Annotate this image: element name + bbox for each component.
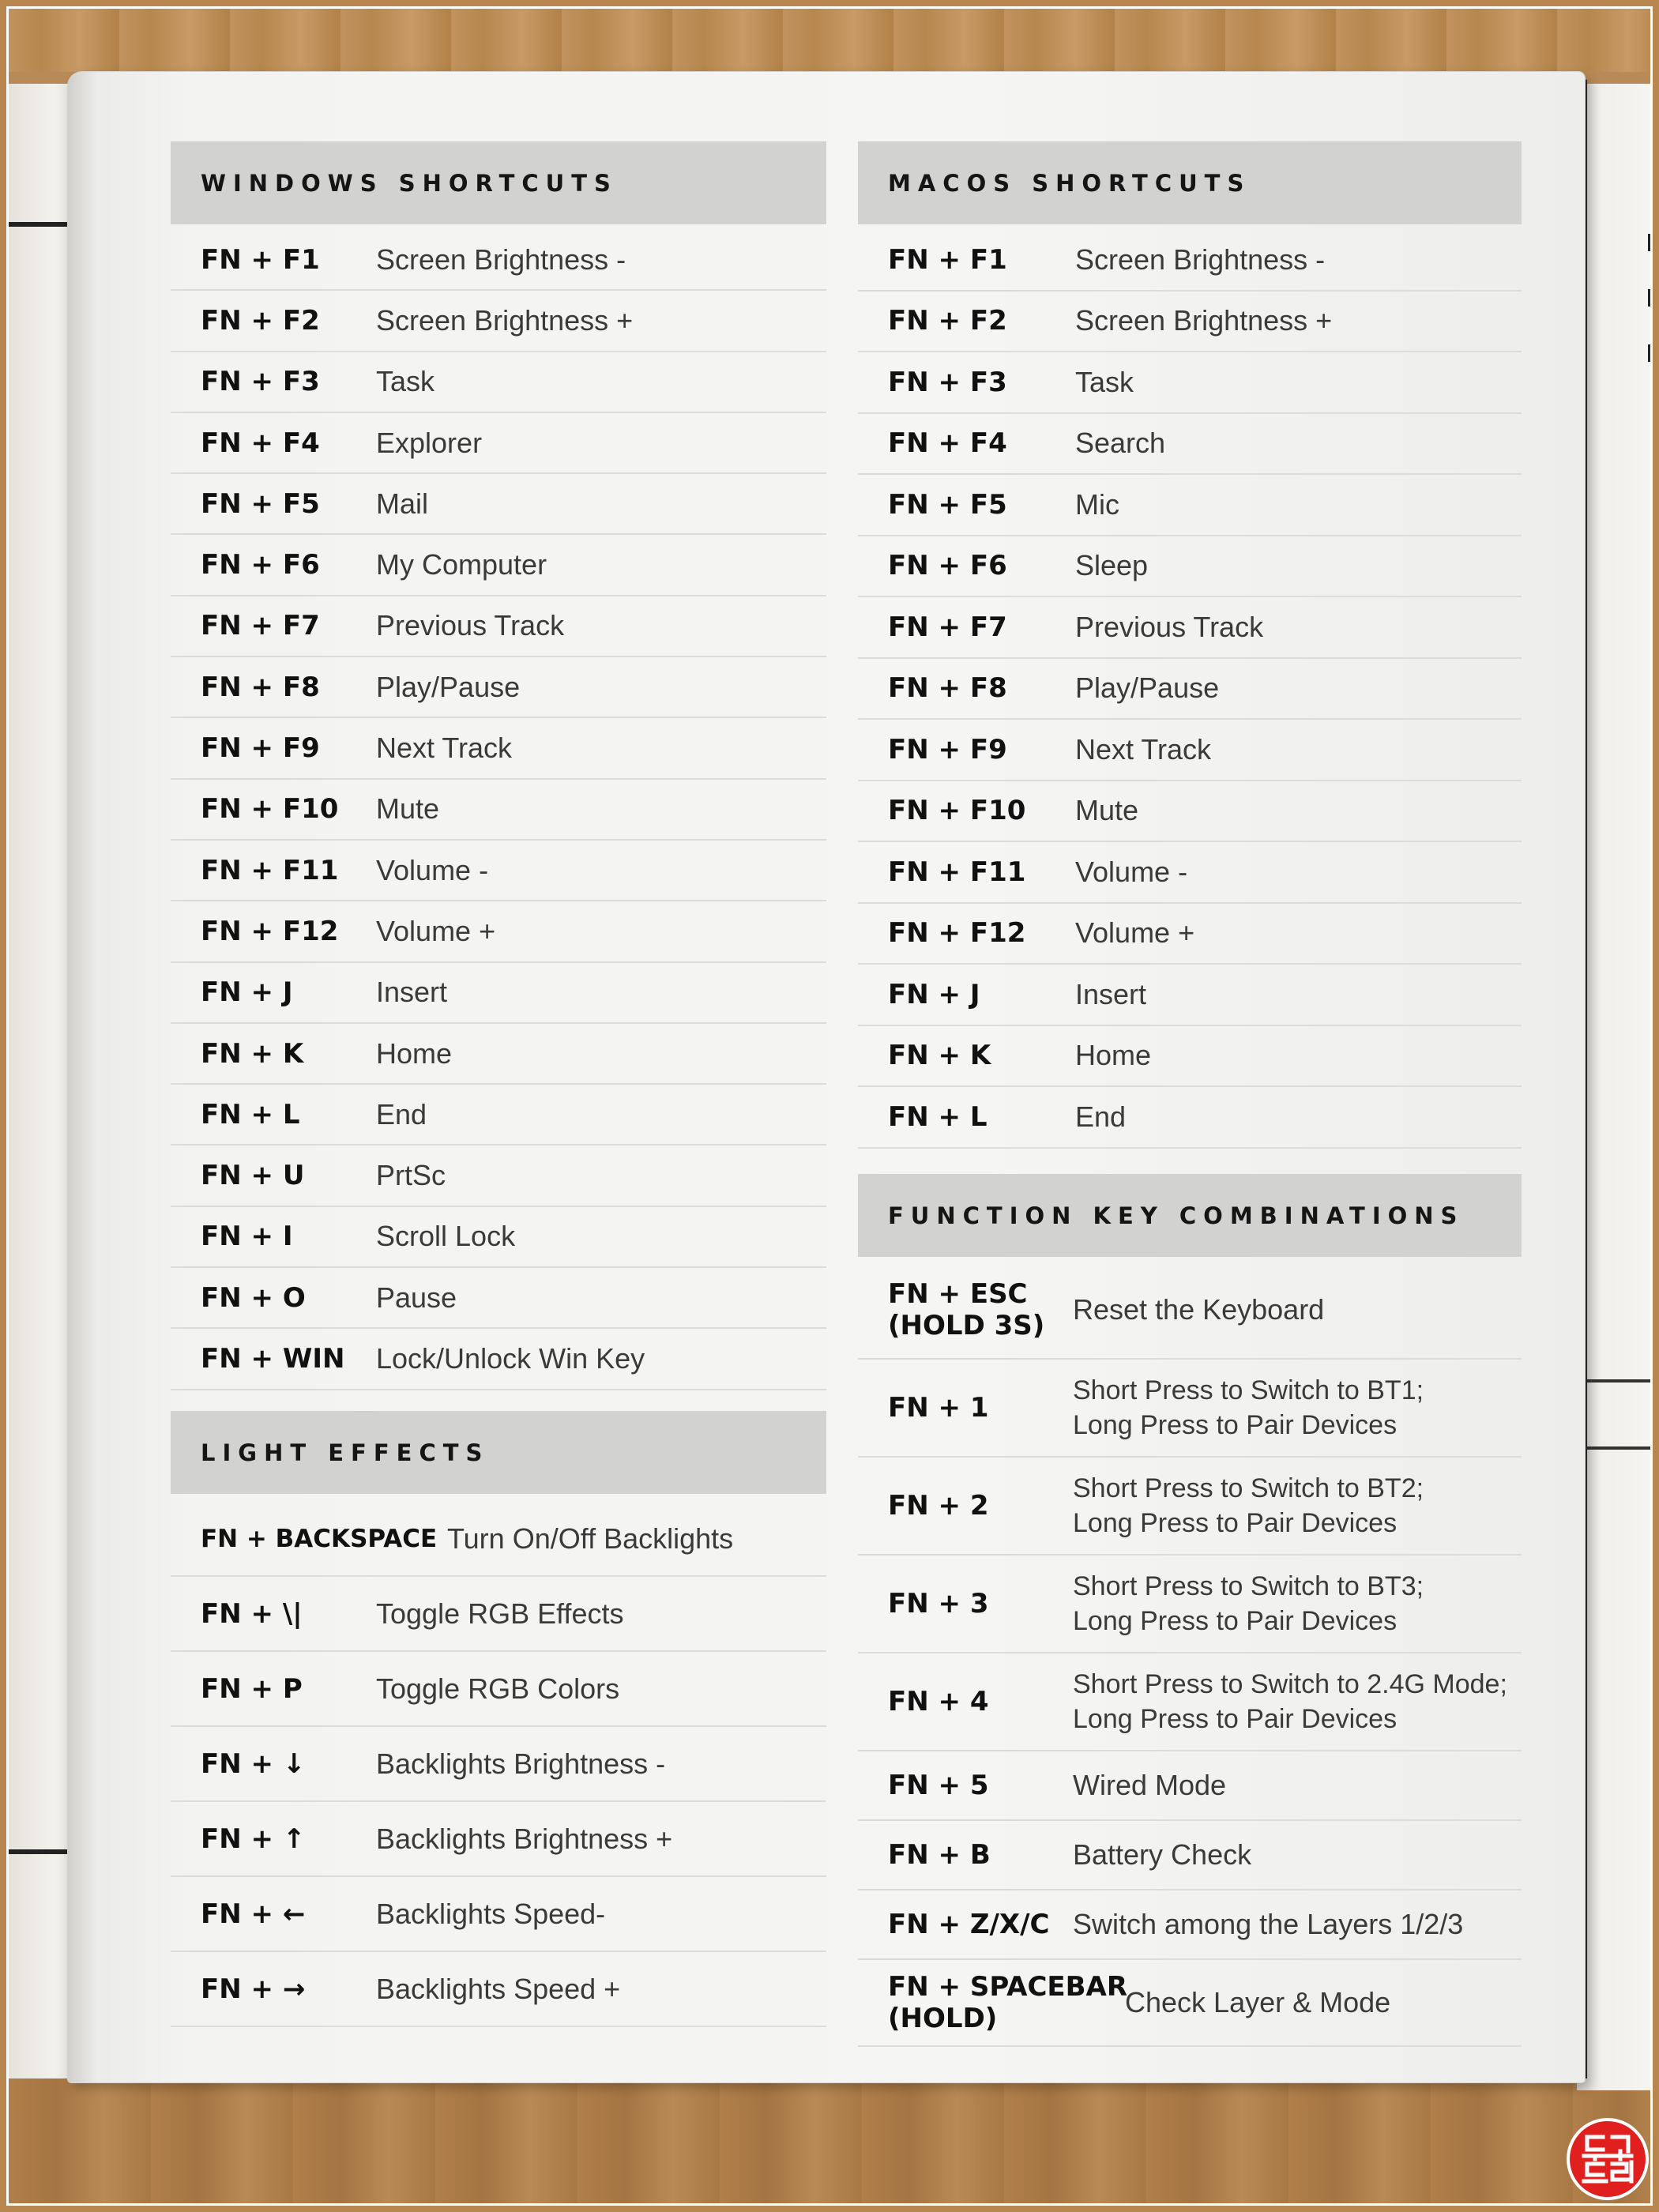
shortcut-row xyxy=(858,842,1522,904)
shortcut-row xyxy=(171,657,826,718)
shortcut-row xyxy=(858,781,1522,843)
shortcut-description: Next Track xyxy=(376,732,513,765)
function-row xyxy=(858,1556,1522,1653)
function-description-line: Short Press to Switch to BT2; xyxy=(1073,1473,1424,1503)
section-title: WINDOWS SHORTCUTS xyxy=(201,169,618,197)
shortcut-row xyxy=(858,904,1522,965)
shortcut-row xyxy=(171,230,826,291)
function-key xyxy=(888,1839,991,1871)
function-description xyxy=(1073,1569,1424,1638)
shortcut-key: FN + F6 xyxy=(888,550,1007,582)
function-description-line: Check Layer & Mode xyxy=(1125,1986,1391,2018)
shortcut-description: Previous Track xyxy=(376,609,565,642)
watermark-logo xyxy=(1567,2118,1649,2200)
shortcut-row xyxy=(171,1502,826,1577)
function-key-line: FN + B xyxy=(888,1839,991,1871)
shortcut-key: FN + O xyxy=(201,1281,306,1314)
shortcut-key: FN + J xyxy=(888,978,980,1010)
shortcut-row xyxy=(171,1727,826,1802)
shortcut-description: Volume - xyxy=(376,853,489,886)
right-page-tick xyxy=(1648,289,1653,307)
section-title: FUNCTION KEY COMBINATIONS xyxy=(888,1202,1465,1229)
shortcut-description: End xyxy=(1075,1100,1127,1133)
shortcut-key: FN + F8 xyxy=(201,671,320,703)
shortcut-key: FN + F4 xyxy=(888,427,1007,460)
function-row xyxy=(858,1261,1522,1360)
shortcut-key: FN + I xyxy=(201,1221,293,1253)
shortcut-key: FN + F7 xyxy=(201,610,320,642)
shortcut-row xyxy=(858,414,1522,476)
shortcut-description: Lock/Unlock Win Key xyxy=(376,1342,645,1375)
shortcut-row xyxy=(858,1087,1522,1149)
shortcut-row xyxy=(858,475,1522,536)
function-key xyxy=(888,1909,1050,1940)
function-description-line: Long Press to Pair Devices xyxy=(1073,1704,1398,1734)
shortcut-description: Task xyxy=(376,365,435,398)
shortcut-row xyxy=(171,1085,826,1146)
shortcut-row xyxy=(171,963,826,1024)
shortcut-key: FN + J xyxy=(201,976,293,1009)
shortcut-key: FN + K xyxy=(201,1037,304,1070)
function-description xyxy=(1073,1471,1424,1540)
section-title: LIGHT EFFECTS xyxy=(201,1439,490,1466)
function-key-line: (HOLD) xyxy=(888,2003,998,2034)
shortcut-description: Home xyxy=(1075,1039,1152,1072)
function-key xyxy=(888,1490,989,1522)
function-description-line: Reset the Keyboard xyxy=(1073,1292,1325,1326)
shortcut-description: Insert xyxy=(376,976,448,1009)
shortcut-key: FN + → xyxy=(201,1973,306,2005)
shortcut-description: Screen Brightness - xyxy=(376,243,626,276)
shortcut-key: FN + ↑ xyxy=(201,1823,306,1855)
right-page-line xyxy=(1577,1446,1653,1450)
function-key xyxy=(888,1971,1127,2034)
shortcut-key: FN + F10 xyxy=(888,795,1026,827)
shortcut-key: FN + F12 xyxy=(888,917,1026,950)
function-key-line: FN + 4 xyxy=(888,1686,989,1717)
shortcut-description: End xyxy=(376,1097,427,1130)
shortcut-row xyxy=(858,230,1522,292)
shortcut-row xyxy=(171,352,826,413)
shortcut-row xyxy=(171,718,826,779)
function-description xyxy=(1073,1373,1424,1443)
shortcut-row xyxy=(171,1329,826,1390)
shortcut-row xyxy=(171,1577,826,1652)
shortcut-key: FN + ← xyxy=(201,1898,306,1930)
function-description-line: Short Press to Switch to BT3; xyxy=(1073,1571,1424,1601)
shortcut-key: FN + F9 xyxy=(888,733,1007,766)
section-title: MACOS SHORTCUTS xyxy=(888,169,1251,197)
shortcut-description: Screen Brightness + xyxy=(376,303,634,337)
section-header xyxy=(858,1174,1522,1257)
watermark-glyph-icon xyxy=(1576,2127,1639,2191)
function-key xyxy=(888,1686,989,1717)
function-row xyxy=(858,1890,1522,1960)
shortcut-row xyxy=(171,780,826,841)
shortcut-description: Mail xyxy=(376,487,429,520)
shortcut-key: FN + F1 xyxy=(888,243,1007,276)
shortcut-description: Screen Brightness + xyxy=(1075,304,1333,337)
shortcut-description: Home xyxy=(376,1036,453,1070)
shortcut-row xyxy=(171,1024,826,1085)
shortcut-description: Search xyxy=(1075,427,1166,460)
shortcut-key: FN + F2 xyxy=(201,304,320,337)
shortcut-description: Insert xyxy=(1075,977,1147,1010)
shortcut-row xyxy=(858,659,1522,720)
shortcut-key: FN + P xyxy=(201,1672,303,1705)
shortcut-row xyxy=(171,1146,826,1207)
function-description xyxy=(1125,1985,1390,2020)
function-description-line: Long Press to Pair Devices xyxy=(1073,1508,1398,1538)
right-page xyxy=(1577,84,1653,2090)
shortcut-description: Toggle RGB Colors xyxy=(376,1672,620,1705)
right-page-tick xyxy=(1648,344,1653,362)
photo-frame xyxy=(6,6,1653,2206)
function-key-line: FN + 5 xyxy=(888,1770,989,1801)
shortcut-description: Turn On/Off Backlights xyxy=(447,1522,734,1555)
shortcut-description: Scroll Lock xyxy=(376,1220,516,1253)
function-row xyxy=(858,1821,1522,1890)
shortcut-key: FN + F5 xyxy=(888,488,1007,521)
shortcut-row xyxy=(858,536,1522,598)
shortcut-row xyxy=(171,474,826,535)
function-row xyxy=(858,1960,1522,2047)
shortcut-key: FN + F5 xyxy=(201,487,320,520)
function-key-line: (HOLD 3S) xyxy=(888,1309,1045,1341)
right-page-tick xyxy=(1648,234,1653,251)
shortcut-key: FN + BACKSPACE xyxy=(201,1524,438,1553)
shortcut-key: FN + F8 xyxy=(888,672,1007,705)
shortcut-row xyxy=(858,597,1522,659)
shortcut-key: FN + F10 xyxy=(201,793,339,826)
shortcut-key: FN + L xyxy=(201,1098,300,1130)
function-description-line: Short Press to Switch to BT1; xyxy=(1073,1375,1424,1405)
function-description-line: Long Press to Pair Devices xyxy=(1073,1410,1398,1440)
shortcut-key: FN + F2 xyxy=(888,305,1007,337)
section-header xyxy=(171,141,826,224)
shortcut-description: Mute xyxy=(1075,794,1139,827)
shortcut-row xyxy=(858,1026,1522,1088)
shortcut-key: FN + F4 xyxy=(201,427,320,459)
shortcut-key: FN + L xyxy=(888,1100,988,1133)
shortcut-row xyxy=(171,1952,826,2027)
function-row xyxy=(858,1751,1522,1821)
shortcut-description: Previous Track xyxy=(1075,610,1264,643)
function-description-line: Wired Mode xyxy=(1073,1769,1227,1801)
function-row xyxy=(858,1458,1522,1556)
shortcut-key: FN + F3 xyxy=(201,366,320,398)
function-description-line: Short Press to Switch to 2.4G Mode; xyxy=(1073,1669,1507,1699)
shortcut-key: FN + WIN xyxy=(201,1343,345,1375)
shortcut-description: Backlights Speed + xyxy=(376,1972,621,2005)
shortcut-description: Next Track xyxy=(1075,732,1212,766)
shortcut-row xyxy=(858,292,1522,353)
shortcut-row xyxy=(171,1652,826,1727)
shortcut-key: FN + F6 xyxy=(201,549,320,581)
shortcut-description: Mute xyxy=(376,792,440,826)
section-header xyxy=(171,1411,826,1494)
shortcut-row xyxy=(171,596,826,657)
shortcut-key: FN + U xyxy=(201,1160,305,1192)
shortcut-description: Toggle RGB Effects xyxy=(376,1597,624,1630)
shortcut-key: FN + F11 xyxy=(201,854,339,886)
shortcut-description: Explorer xyxy=(376,426,483,459)
shortcut-description: Backlights Brightness + xyxy=(376,1822,673,1855)
shortcut-key: FN + F12 xyxy=(201,915,339,947)
shortcut-row xyxy=(858,965,1522,1026)
shortcut-row xyxy=(858,720,1522,781)
function-key-line: FN + Z/X/C xyxy=(888,1909,1050,1940)
shortcut-key: FN + F9 xyxy=(201,732,320,765)
function-description xyxy=(1073,1667,1507,1736)
shortcut-description: Volume - xyxy=(1075,855,1188,888)
function-description-line: Battery Check xyxy=(1073,1838,1252,1871)
function-description-line: Long Press to Pair Devices xyxy=(1073,1606,1398,1636)
shortcut-key: FN + \| xyxy=(201,1597,303,1630)
right-page-line xyxy=(1577,1379,1653,1382)
shortcut-description: Pause xyxy=(376,1281,457,1314)
shortcut-key: FN + ↓ xyxy=(201,1747,306,1780)
shortcut-row xyxy=(171,291,826,352)
shortcut-description: Play/Pause xyxy=(376,670,521,703)
shortcut-description: Mic xyxy=(1075,487,1119,521)
shortcut-description: Task xyxy=(1075,365,1134,398)
function-description xyxy=(1073,1838,1251,1872)
function-key-line: FN + 3 xyxy=(888,1588,989,1620)
function-description xyxy=(1073,1768,1226,1803)
function-key xyxy=(888,1770,989,1801)
shortcut-key: FN + F11 xyxy=(888,856,1026,888)
function-description-line: Switch among the Layers 1/2/3 xyxy=(1073,1908,1464,1940)
shortcut-description: My Computer xyxy=(376,548,547,581)
function-row xyxy=(858,1653,1522,1751)
shortcut-description: Screen Brightness - xyxy=(1075,243,1326,276)
section-header xyxy=(858,141,1522,224)
shortcut-description: Backlights Speed- xyxy=(376,1897,606,1930)
shortcut-description: PrtSc xyxy=(376,1159,446,1192)
manual-page xyxy=(68,72,1585,2082)
shortcut-row xyxy=(171,413,826,474)
shortcut-key: FN + K xyxy=(888,1040,991,1072)
function-description xyxy=(1073,1907,1463,1942)
wooden-table-top xyxy=(9,9,1650,72)
function-key xyxy=(888,1278,1044,1341)
function-key xyxy=(888,1588,989,1620)
shortcut-description: Play/Pause xyxy=(1075,672,1220,705)
function-key-line: FN + 2 xyxy=(888,1490,989,1522)
function-key-line: FN + 1 xyxy=(888,1392,989,1424)
shortcut-row xyxy=(171,1268,826,1329)
function-description xyxy=(1073,1292,1324,1327)
function-key-line: FN + SPACEBAR xyxy=(888,1971,1128,2003)
function-key xyxy=(888,1392,989,1424)
shortcut-row xyxy=(171,536,826,596)
shortcut-description: Volume + xyxy=(376,914,496,947)
function-key-line: FN + ESC xyxy=(888,1277,1028,1310)
shortcut-row xyxy=(171,1877,826,1952)
shortcut-key: FN + F3 xyxy=(888,366,1007,398)
shortcut-row xyxy=(171,901,826,962)
shortcut-row xyxy=(858,352,1522,414)
shortcut-row xyxy=(171,1207,826,1268)
shortcut-row xyxy=(171,1802,826,1877)
shortcut-description: Sleep xyxy=(1075,549,1149,582)
shortcut-description: Volume + xyxy=(1075,916,1195,950)
shortcut-row xyxy=(171,841,826,901)
shortcut-key: FN + F7 xyxy=(888,611,1007,643)
shortcut-description: Backlights Brightness - xyxy=(376,1747,666,1780)
function-row xyxy=(858,1360,1522,1458)
shortcut-key: FN + F1 xyxy=(201,243,320,276)
wooden-table-bottom xyxy=(9,2069,1650,2203)
